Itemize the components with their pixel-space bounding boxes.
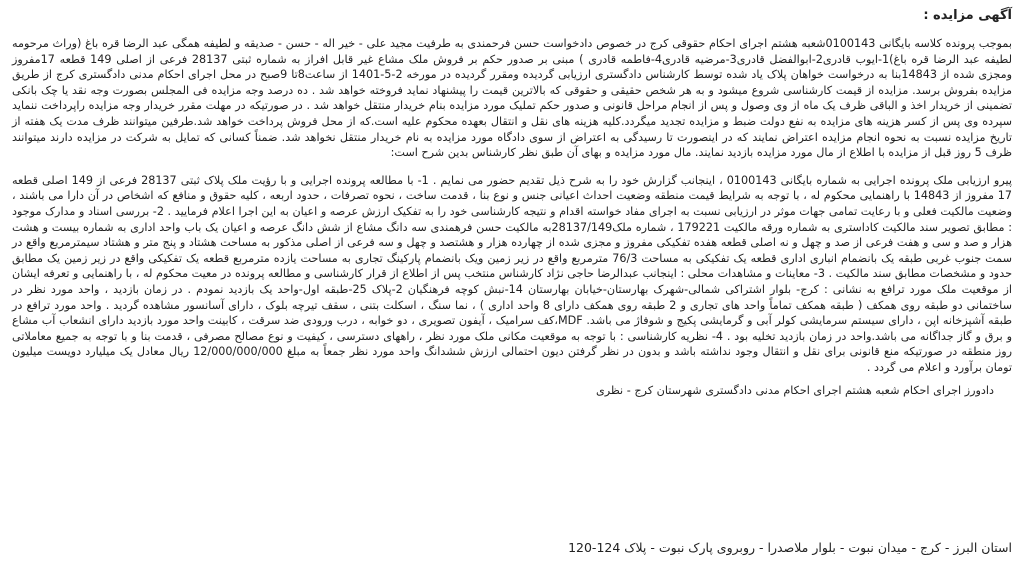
notice-title: آگهی مزایده :	[923, 8, 1012, 23]
address-line: استان البرز - کرج - میدان نبوت - بلوار ملاصدرا - روبروی پارک نبوت - پلاک 124-120	[568, 540, 1012, 555]
signature-line: دادورز اجرای احکام شعبه هشتم اجرای احکام مدنی دادگستری شهرستان کرج - نظری	[595, 384, 994, 398]
auction-terms-paragraph: بموجب پرونده کلاسه بایگانی 0100143شعبه هشتم اجرای احکام حقوقی کرج در خصوص دادخواست حسن فرحمندی به طرفیت مجید علی - خیر اله - حسن - صدیقه و لطیفه همگی عبد الرضا قره باغ (وراث مرحومه لطیفه عبد الرضا قره باغ)1-ایوب قادری2-ابوالفضل قادری3-مرضیه قادری4-فاطمه قادری ) مبنی بر صدور حکم بر فروش ملک مشاع غیر قابل افراز به شماره ثبتی 28137 فرعی از اصلی 149 قطعه 17مفروز ومجزی شده از 14843بنا به درخواست خواهان پلاک یاد شده توسط کارشناس دادگستری ارزیابی گردیده ومقرر گردیده در مورخه 2-5-1401 از ساعت8تا 9صبح در محل اجرای احکام مدنی دادگستری کرج از طریق مزایده بفروش برسد. مزایده از قیمت کارشناسی شروع میشود و به هر شخص حقیقی و حقوقی که بالاترین قیمت را پیشنهاد نماید فروخته خواهد شد . ده درصد وجه مزایده فی المجلس بصورت وجه نقد یا چک بانکی تضمینی از خریدار اخذ و الباقی ظرف یک ماه از وی وصول و پس از انجام مراحل قانونی و صدور حکم تملیک مورد مزایده بنام خریدار منتقل خواهد شد . در صورتیکه در مهلت مقرر خریدار وجه مزایده راپرداخت ننماید سپرده وی پس از کسر هزینه های مزایده به نفع دولت ضبط و مزایده تجدید میگردد.کلیه هزینه های نقل و انتقال بعهده محکوم علیه است.که از محل فروش پرداخت خواهد شد.طرفین میتوانند ظرف مدت یک هفته از تاریخ مزایده نسبت به نحوه انجام مزایده اعتراض نمایند که در اینصورت تا رسیدگی به اعتراض از سوی دادگاه مورد مزایده به نام خریدار منتقل نخواهد شد. ضمناً کسانی که تمایل به شرکت در مزایده دارند میتوانند ظرف 5 روز قبل از مزایده با اطلاع از مال مورد مزایده بازدید نمایند. مال مورد مزایده و بهای آن طبق نظر کارشناس بدین شرح است:	[12, 37, 1013, 160]
expert-report-paragraph: پیرو ارزیابی ملک پرونده اجرایی به شماره بایگانی 0100143 ، اینجانب گزارش خود را به شرح ذیل تقدیم حضور می نمایم . 1- با مطالعه پرونده اجرایی و با رؤیت ملک پلاک ثبتی 28137 فرعی از 149 اصلی قطعه 17 مفروز از 14843 با راهنمایی محکوم له ، با توجه به شرایط قیمت منطقه وضعیت احداث اعیانی جنس و نوع بنا ، قدمت ساخت ، نحوه تصرفات ، حدود اربعه ، کلیه حقوق و منافع که اشخاص در آن دارا می باشند ، وضعیت مالکیت فعلی و با رعایت تمامی جهات موثر در ارزیابی نسبت به اجرای مفاد خواسته اقدام و نتیجه کارشناسی خود را به تفکیک ارزش عرصه و اعیان به این اجرا اعلام فرمایید . 2- بررسی اسناد و مدارک موجود : مطابق تصویر سند مالکیت کاداستری به شماره ورقه مالکیت 179221 ، شماره ملک28137/149به مالکیت حسن فرهمندی سه دانگ مشاع از شش دانگ عرصه و اعیان یک باب واحد اداری به شماره بیست و هشت هزار و صد و سی و هفت فرعی از صد و چهل و نه اصلی قطعه هفده تفکیکی مفروز و مجزی شده از چهارده هزار و هشتصد و چهل و سه فرعی از اصلی مذکور به مساحت هشتاد و پنج متر و هشتاد سیمترمربع واقع در سمت جنوب غربی طبقه یک بانضمام انباری اداری قطعه یک تفکیکی به مساحت 76/3 مترمربع واقع در زیر زمین ویک بانضمام پارکینگ تجاری به مساحت یازده مترمربع قطعه یک تفکیکی واقع در زیر زمین یک مطابق حدود و مشخصات مطابق سند مالکیت . 3- معاینات و مشاهدات محلی : اینجانب عبدالرضا حاجی نژاد کارشناس منتخب پس از اطلاع از قرار کارشناسی و مطالعه پرونده در معیت محکوم له ، با راهنمایی و تعرفه ایشان از موقعیت ملک مورد ترافع به نشانی : کرج- بلوار اشتراکی شمالی-شهرک بهارستان-خیابان بهارستان 14-نبش کوچه فرهنگیان 2-پلاک 25-طبقه اول-واحد یک بازدید نمودم . در زمان بازدید ، واحد مورد نظر در ساختمانی دو طبقه روی همکف ( طبقه همکف تماماً واحد های تجاری و 2 طبقه روی همکف دارای 8 واحد اداری ) ، نما سنگ ، اسکلت بتنی ، سقف تیرچه بلوک ، دارای آسانسور مشاهده گردید . واحد مورد ترافع در طبقه آشپزخانه اپن ، دارای سیستم سرمایشی کولر آبی و گرمایشی پکیج و شوفاژ می باشد. MDF،کف سرامیک ، آیفون تصویری ، دو خوابه ، درب ورودی ضد سرقت ، کابینت واحد مورد بازدید دارای انشعاب آب مشاع و برق و گاز جداگانه می باشد.واحد در زمان بازدید تخلیه بود . 4- نظریه کارشناسی : با توجه به موقعیت مکانی ملک مورد نظر ، راههای دسترسی ، کیفیت و نوع مصالح مصرفی ، قدمت بنا و با توجه به جمیع معاملاتی روز منطقه در صورتیکه منع قانونی برای نقل و انتقال وجود نداشته باشد و بدون در نظر گرفتن دیون احتمالی ارزش ششدانگ واحد مورد نظر جمعاً به مبلغ 12/000/000/000 ریال معادل یک میلیارد دویست میلیون تومان برآورد و اعلام می گردد .	[12, 173, 1013, 374]
